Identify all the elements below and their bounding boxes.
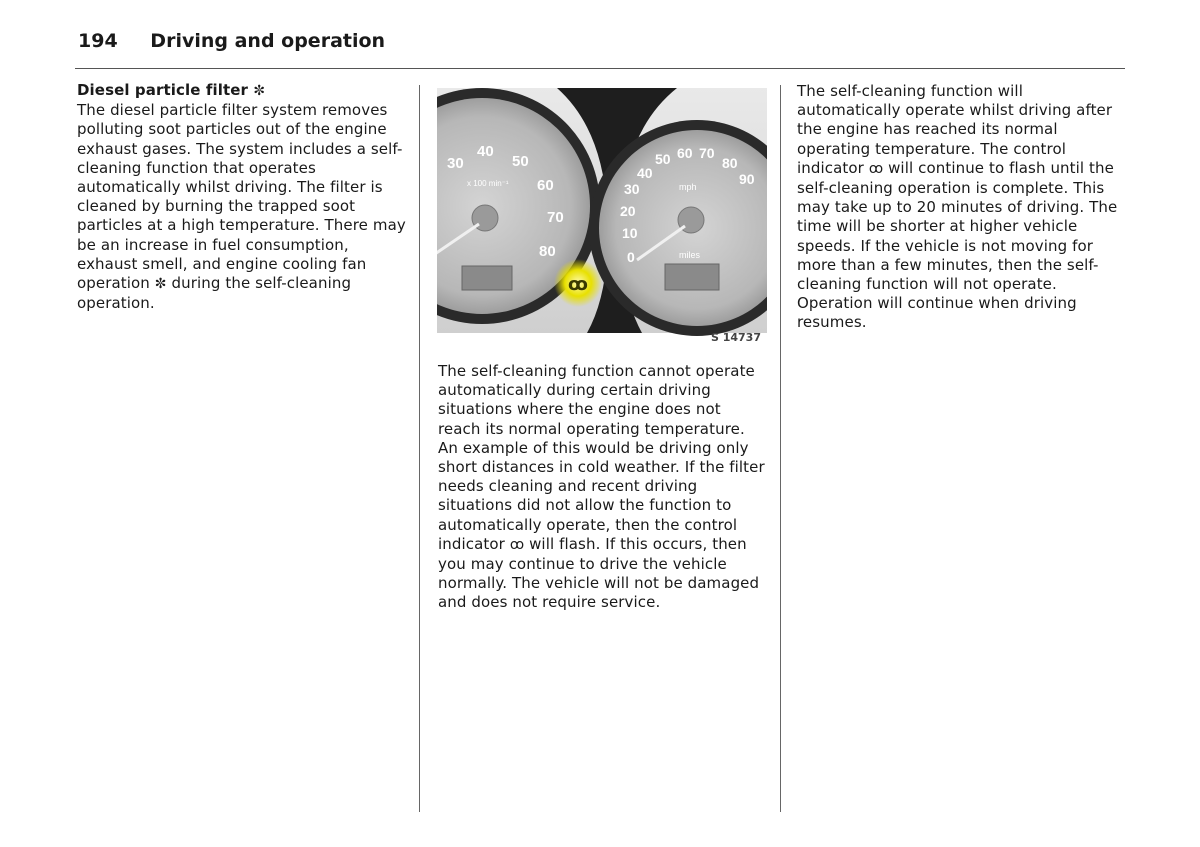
speedo-label: 10 [622, 225, 638, 241]
section-heading [77, 81, 407, 101]
column-divider-left [419, 85, 420, 812]
tach-label: 50 [512, 153, 529, 170]
page-title: Driving and operation [150, 30, 386, 52]
tach-label: 80 [539, 243, 556, 260]
instrument-cluster-figure [437, 88, 767, 348]
speedo-label: 50 [655, 151, 671, 167]
paragraph-intro [77, 101, 407, 313]
odometer-display [665, 264, 719, 290]
page-number: 194 [78, 30, 118, 52]
paragraph-text-end: will flash. If this occurs, then you may continue to drive the vehicle normally. The vehicle will not be damaged and does not require service. [438, 534, 760, 612]
speedo-label: 20 [620, 203, 636, 219]
particle-filter-indicator-icon: ꝏ [568, 274, 588, 295]
paragraph-text-end: will continue to flash until the self-cleaning operation is complete. This may take up to 20 minutes of driving. The time will be shorter at higher vehicle speeds. If the vehicle is not moving for more than a few minutes, then the self-cleaning function will not operate. Operation will continue when driving resumes. [797, 158, 1118, 332]
speedo-label: 80 [722, 155, 738, 171]
section-heading-text: Diesel particle filter [77, 81, 248, 99]
control-indicator-icon: ꝏ [868, 160, 884, 177]
tach-label: 60 [537, 177, 554, 194]
particle-filter-icon: ✼ [154, 276, 167, 293]
paragraph-auto-operate [797, 82, 1127, 333]
paragraph-intro-end: during the self-cleaning operation. [77, 274, 352, 313]
speedo-label: 0 [627, 249, 635, 265]
speedo-label: 60 [677, 145, 693, 161]
speedo-label: 90 [739, 171, 755, 187]
odometer-unit: miles [679, 250, 701, 260]
tach-display [462, 266, 512, 290]
paragraph-text: The self-cleaning function cannot operate automatically during certain driving situations where the engine does not reach its normal operating temperature. An example of this would be driving only short distances in cold weather. If the filter needs cleaning and recent driving situations did not allow the function to automatically operate, then the control indicator [438, 362, 765, 553]
control-indicator-icon: ꝏ [509, 536, 525, 553]
tach-unit: x 100 min⁻¹ [467, 179, 509, 188]
tach-label: 40 [477, 143, 494, 160]
speedo-label: 70 [699, 145, 715, 161]
speedo-unit: mph [679, 182, 697, 192]
column-3 [797, 82, 1127, 333]
paragraph-intro-text: The diesel particle filter system removes polluting soot particles out of the engine exhaust gases. The system includes a self-cleaning function that operates automatically whilst driving. The filter is cleaned by burning the trapped soot particles at a high temperature. There may be an increase in fuel consumption, exhaust smell, and engine cooling fan operation [77, 101, 406, 293]
column-divider-right [780, 85, 781, 812]
speedo-label: 40 [637, 165, 653, 181]
instrument-cluster-illustration [437, 88, 767, 348]
page-header [78, 30, 385, 52]
paragraph-text: The self-cleaning function will automatically operate whilst driving after the engine has reached its normal operating temperature. The control indicator [797, 82, 1113, 177]
tach-label: 30 [447, 155, 464, 172]
paragraph-cannot-operate [438, 362, 768, 613]
column-1 [77, 81, 407, 313]
figure-label: S 14737 [710, 331, 761, 344]
header-rule [75, 68, 1125, 69]
particle-filter-icon: ✼ [253, 83, 266, 99]
tach-label: 70 [547, 209, 564, 226]
speedo-label: 30 [624, 181, 640, 197]
column-2 [438, 362, 768, 613]
